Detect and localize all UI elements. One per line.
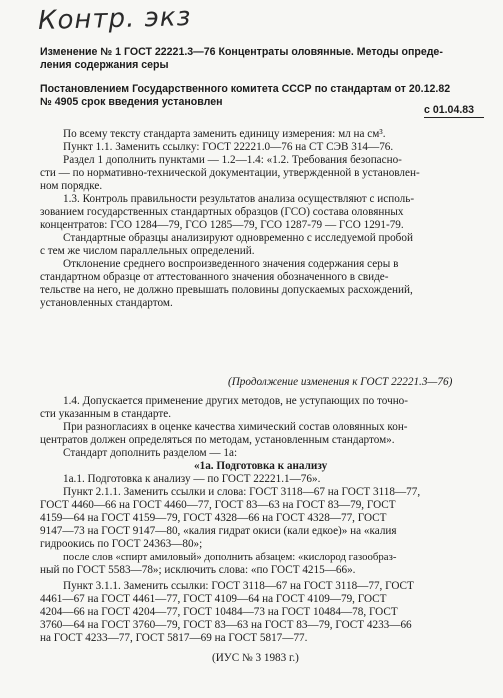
- part2-line-13: после слов «спирт амиловый» дополнить абзацем: «кислород газообраз-: [63, 551, 397, 563]
- part1-line-3: Раздел 1 дополнить пунктами — 1.2—1.4: «1.2. Требования безопасно-: [63, 154, 402, 166]
- part1-line-11: Отклонение среднего воспроизведенного значения содержания серы в: [63, 258, 399, 270]
- part2-line-19: на ГОСТ 4233—77, ГОСТ 5817—69 на ГОСТ 5817—77.: [40, 632, 308, 644]
- part2-line-4: центратов должен определяться по методам, установленным стандартом».: [40, 434, 395, 446]
- part2-line-10: 4159—64 на ГОСТ 4159—79, ГОСТ 4328—66 на ГОСТ 4328—77, ГОСТ: [40, 512, 387, 524]
- part2-line-2: сти указанным в стандарте.: [40, 408, 171, 420]
- header-line-1: Изменение № 1 ГОСТ 22221.3—76 Концентраты оловянные. Методы опреде-: [40, 46, 443, 58]
- part2-line-8: Пункт 2.1.1. Заменить ссылки и слова: ГОСТ 3118—67 на ГОСТ 3118—77,: [63, 486, 421, 498]
- part1-line-6: 1.3. Контроль правильности результатов анализа осуществляют с исполь-: [63, 193, 415, 205]
- part1-line-10: с тем же числом параллельных определений.: [40, 245, 255, 257]
- continuation-heading: (Продолжение изменения к ГОСТ 22221.3—76): [228, 376, 453, 388]
- date-underline: [424, 117, 484, 118]
- part1-line-7: зованием государственных стандартных образцов (ГСО) состава оловянных: [40, 206, 404, 218]
- part2-line-18: 3760—64 на ГОСТ 3760—79, ГОСТ 83—63 на ГОСТ 83—79, ГОСТ 4233—66: [40, 619, 412, 631]
- part2-line-16: 4461—67 на ГОСТ 4461—77, ГОСТ 4109—64 на ГОСТ 4109—79, ГОСТ: [40, 593, 387, 605]
- part1-line-1: По всему тексту стандарта заменить единицу измерения: мл на см³.: [63, 128, 386, 140]
- part2-line-3: При разногласиях в оценке качества химический состав оловянных кон-: [63, 421, 408, 433]
- control-copy-stamp: Контр. экз: [37, 1, 192, 37]
- header-line-4: № 4905 срок введения установлен: [40, 96, 223, 108]
- section-1a-heading: «1а. Подготовка к анализу: [194, 460, 328, 472]
- effective-date: с 01.04.83: [424, 104, 475, 116]
- header-line-2: ления содержания серы: [40, 59, 169, 71]
- part1-line-13: тельстве на него, не должно превышать половины допускаемых расхождений,: [40, 284, 413, 296]
- part1-line-12: стандартном образце от аттестованного значения обозначенного в свиде-: [40, 271, 389, 283]
- part1-line-5: ном порядке.: [40, 180, 103, 192]
- part1-line-14: установленных стандартом.: [40, 297, 173, 309]
- part1-line-8: концентратов: ГСО 1284—79, ГСО 1285—79, ГСО 1287-79 — ГСО 1291-79.: [40, 219, 404, 231]
- part2-line-12: гидроокись по ГОСТ 24363—80»;: [40, 538, 203, 550]
- part2-line-7: 1а.1. Подготовка к анализу — по ГОСТ 22221.1—76».: [63, 473, 321, 485]
- part2-line-17: 4204—66 на ГОСТ 4204—77, ГОСТ 10484—73 на ГОСТ 10484—78, ГОСТ: [40, 606, 398, 618]
- part2-line-9: ГОСТ 4460—66 на ГОСТ 4460—77, ГОСТ 83—63 на ГОСТ 83—79, ГОСТ: [40, 499, 396, 511]
- part2-line-1: 1.4. Допускается применение других методов, не уступающих по точно-: [63, 395, 409, 407]
- part2-line-5: Стандарт дополнить разделом — 1а:: [63, 447, 238, 459]
- part1-line-9: Стандартные образцы анализируют одновременно с исследуемой пробой: [63, 232, 413, 244]
- footer-source: (ИУС № 3 1983 г.): [212, 652, 299, 664]
- part2-line-14: ный по ГОСТ 5583—78»; исключить слова: «по ГОСТ 4215—66».: [40, 564, 356, 576]
- header-line-3: Постановлением Государственного комитета СССР по стандартам от 20.12.82: [40, 83, 451, 95]
- part1-line-2: Пункт 1.1. Заменить ссылку: ГОСТ 22221.0—76 на СТ СЭВ 314—76.: [63, 141, 394, 153]
- part1-line-4: сти — по нормативно-технической документации, утвержденной в установлен-: [40, 167, 420, 179]
- part2-line-15: Пункт 3.1.1. Заменить ссылки: ГОСТ 3118—67 на ГОСТ 3118—77, ГОСТ: [63, 580, 414, 592]
- part2-line-11: 9147—73 на ГОСТ 9147—80, «калия гидрат окиси (кали едкое)» на «калия: [40, 525, 397, 537]
